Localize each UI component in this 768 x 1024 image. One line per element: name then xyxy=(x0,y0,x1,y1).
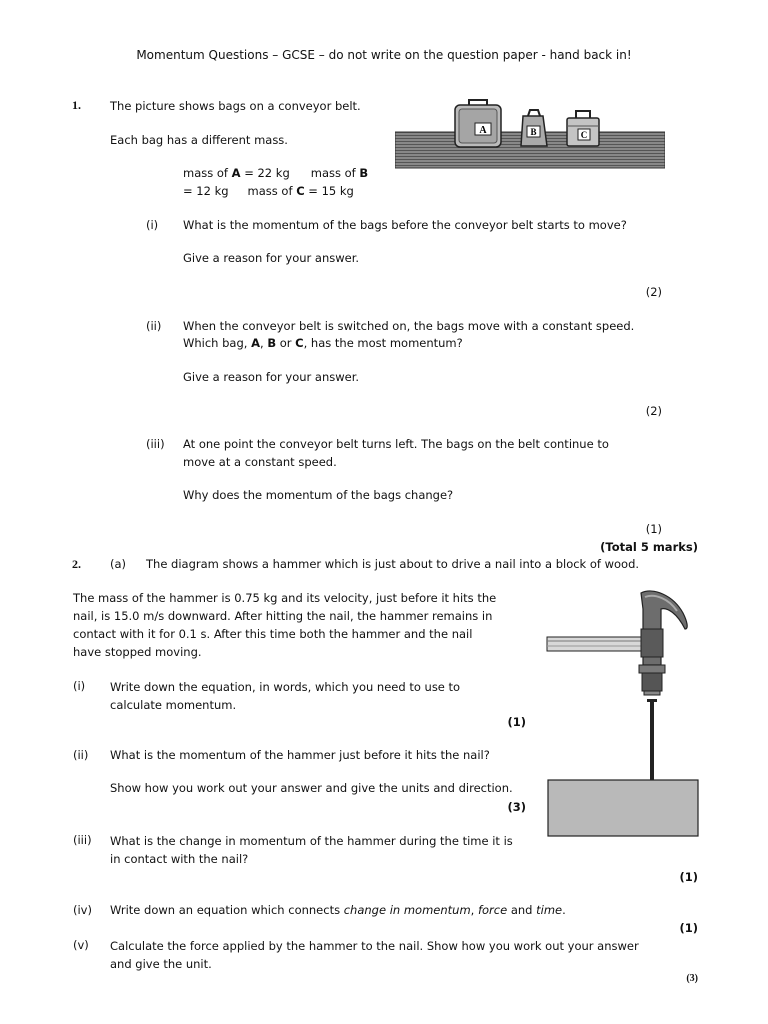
q2-part-ii-marks: (3) xyxy=(507,800,526,814)
q2-paragraph: The mass of the hammer is 0.75 kg and its velocity, just before it hits the nail, is 15.0 m/s downward. After hitting the nail, the hammer remains in contact with it for 0.1 s. After this time both the hammer and the nail have stopped moving. xyxy=(73,591,497,659)
nail xyxy=(647,699,657,780)
bag-a-label: A xyxy=(479,125,487,136)
q2-part-i-marks: (1) xyxy=(507,715,526,729)
q1-part-ii-line1: When the conveyor belt is switched on, the bags move with a constant speed. xyxy=(183,319,635,333)
q2-part-ii-text: What is the momentum of the hammer just before it hits the nail? xyxy=(110,748,490,762)
hammer-nail-figure xyxy=(545,585,701,840)
q2-part-v-marks: (3) xyxy=(686,973,698,984)
q2-part-iii-label: (iii) xyxy=(73,833,92,847)
q1-part-i-reason: Give a reason for your answer. xyxy=(183,251,360,265)
q2-part-iv-text: Write down an equation which connects change in momentum, force and time. xyxy=(110,903,566,917)
q1-total-marks: (Total 5 marks) xyxy=(600,540,698,554)
q2-part-i-text: Write down the equation, in words, which you need to use to calculate momentum. xyxy=(110,680,461,712)
q1-mass-line-2: = 12 kg mass of C = 15 kg xyxy=(183,184,354,198)
hammer-head xyxy=(639,591,687,695)
q1-different-mass: Each bag has a different mass. xyxy=(110,133,288,147)
q2-part-iv-label: (iv) xyxy=(73,903,92,917)
q2-part-iii-marks: (1) xyxy=(679,870,698,884)
question-2-number: 2. xyxy=(72,557,81,571)
q1-part-i-text: What is the momentum of the bags before the conveyor belt starts to move? xyxy=(183,218,627,232)
bag-a xyxy=(455,100,501,147)
question-1-number: 1. xyxy=(72,98,81,112)
bag-b xyxy=(521,110,547,146)
q1-mass-line-1: mass of A = 22 kg mass of B xyxy=(183,166,369,180)
conveyor-belt-figure xyxy=(395,96,665,172)
q2-part-iv-marks: (1) xyxy=(679,921,698,935)
q2-part-v-text: Calculate the force applied by the hammer to the nail. Show how you work out your answer and give the unit. xyxy=(110,939,639,971)
q2-part-iii-text: What is the change in momentum of the hammer during the time it is in contact with the nail? xyxy=(110,834,513,866)
q1-part-ii-label: (ii) xyxy=(146,319,162,333)
q2-intro: The diagram shows a hammer which is just about to drive a nail into a block of wood. xyxy=(146,557,640,571)
q1-intro: The picture shows bags on a conveyor belt. xyxy=(110,99,361,113)
bag-c xyxy=(567,111,599,146)
q1-part-iii-label: (iii) xyxy=(146,437,165,451)
q1-part-i-marks: (2) xyxy=(645,285,662,299)
q1-part-ii-line2: Which bag, A, B or C, has the most momentum? xyxy=(183,336,463,350)
q1-part-ii-reason: Give a reason for your answer. xyxy=(183,370,360,384)
hammer-handle xyxy=(547,637,643,651)
page-title: Momentum Questions – GCSE – do not write on the question paper - hand back in! xyxy=(136,48,632,62)
q1-part-iii-line1: At one point the conveyor belt turns left. The bags on the belt continue to xyxy=(183,437,609,451)
q2-part-i-label: (i) xyxy=(73,679,86,693)
q1-part-iii-question: Why does the momentum of the bags change? xyxy=(183,488,454,502)
q1-part-ii-marks: (2) xyxy=(645,404,662,418)
q2-part-v-label: (v) xyxy=(73,938,89,952)
q1-part-i-label: (i) xyxy=(146,218,159,232)
wood-block xyxy=(548,780,698,836)
q1-part-iii-marks: (1) xyxy=(645,522,662,536)
q1-part-iii-line2: move at a constant speed. xyxy=(183,455,337,469)
q2-part-ii-extra: Show how you work out your answer and give the units and direction. xyxy=(110,781,513,795)
bag-b-label: B xyxy=(530,127,537,137)
q2-part-a-label: (a) xyxy=(110,557,127,571)
bag-c-label: C xyxy=(580,130,588,140)
q2-part-ii-label: (ii) xyxy=(73,748,89,762)
